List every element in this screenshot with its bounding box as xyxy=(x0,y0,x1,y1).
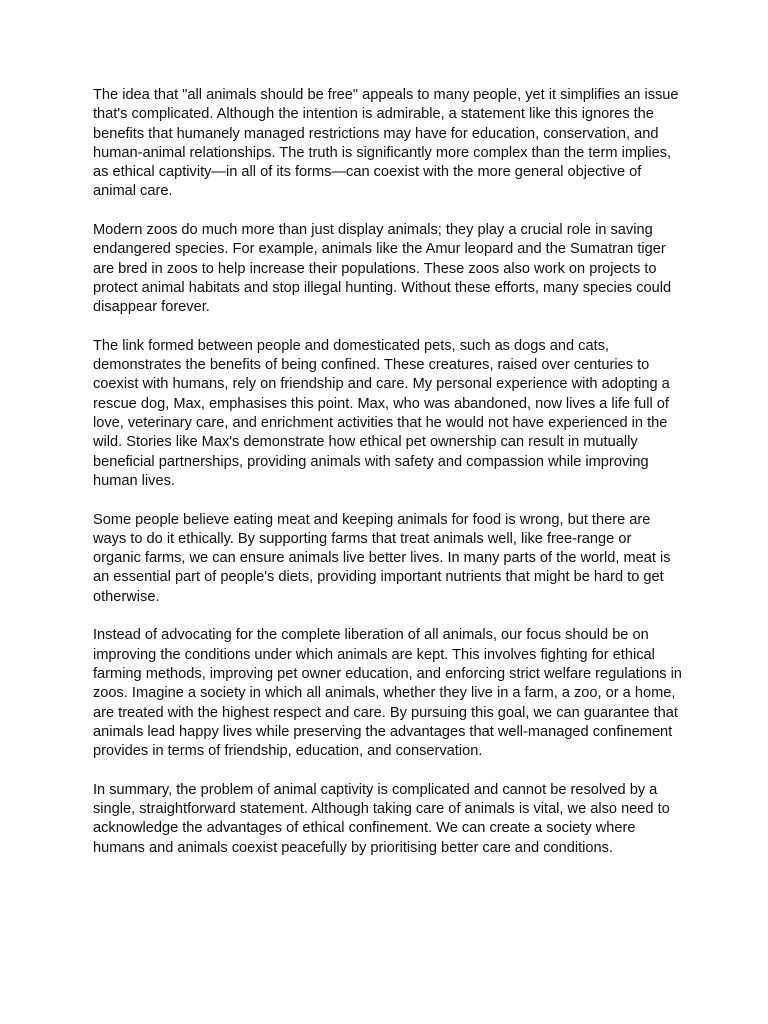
paragraph-conditions: Instead of advocating for the complete liberation of all animals, our focus should be on improving the conditions under which animals are kept. This involves fighting for ethical farming methods, improving pet owner education, and enforcing strict welfare regulations in zoos. Imagine a society in which all animals, whether they live in a farm, a zoo, or a home, are treated with the highest respect and care. By pursuing this goal, we can guarantee that animals lead happy lives while preserving the advantages that well-managed confinement provides in terms of friendship, education, and conservation. xyxy=(93,627,682,760)
paragraph-pets: The link formed between people and domesticated pets, such as dogs and cats, demonstrates the benefits of being confined. These creatures, raised over centuries to coexist with humans, rely on friendship and care. My personal experience with adopting a rescue dog, Max, emphasises this point. Max, who was abandoned, now lives a life full of love, veterinary care, and enrichment activities that he would not have experienced in the wild. Stories like Max's demonstrate how ethical pet ownership can result in mutually beneficial partnerships, providing animals with safety and compassion while improving human lives. xyxy=(93,337,670,489)
paragraph-zoos: Modern zoos do much more than just display animals; they play a crucial role in saving endangered species. For example, animals like the Amur leopard and the Sumatran tiger are bred in zoos to help increase their populations. These zoos also work on projects to protect animal habitats and stop illegal hunting. Without these efforts, many species could disappear forever. xyxy=(93,222,672,316)
paragraph-farming: Some people believe eating meat and keeping animals for food is wrong, but there are ways to do it ethically. By supporting farms that treat animals well, like free-range or organic farms, we can ensure animals live better lives. In many parts of the world, meat is an essential part of people's diets, providing important nutrients that might be hard to get otherwise. xyxy=(93,511,671,605)
paragraph-summary: In summary, the problem of animal captivity is complicated and cannot be resolved by a single, straightforward statement. Although taking care of animals is vital, we also need to acknowledge the advantages of ethical confinement. We can create a society where humans and animals coexist peacefully by prioritising better care and conditions. xyxy=(93,781,670,856)
paragraph-intro: The idea that "all animals should be free" appeals to many people, yet it simplifies an issue that's complicated. Although the intention is admirable, a statement like this ignores the benefits that humanely managed restrictions may have for education, conservation, and human-animal relationships. The truth is significantly more complex than the term implies, as ethical captivity—in all of its forms—can coexist with the more general objective of animal care. xyxy=(93,87,679,200)
document-body xyxy=(93,86,683,877)
